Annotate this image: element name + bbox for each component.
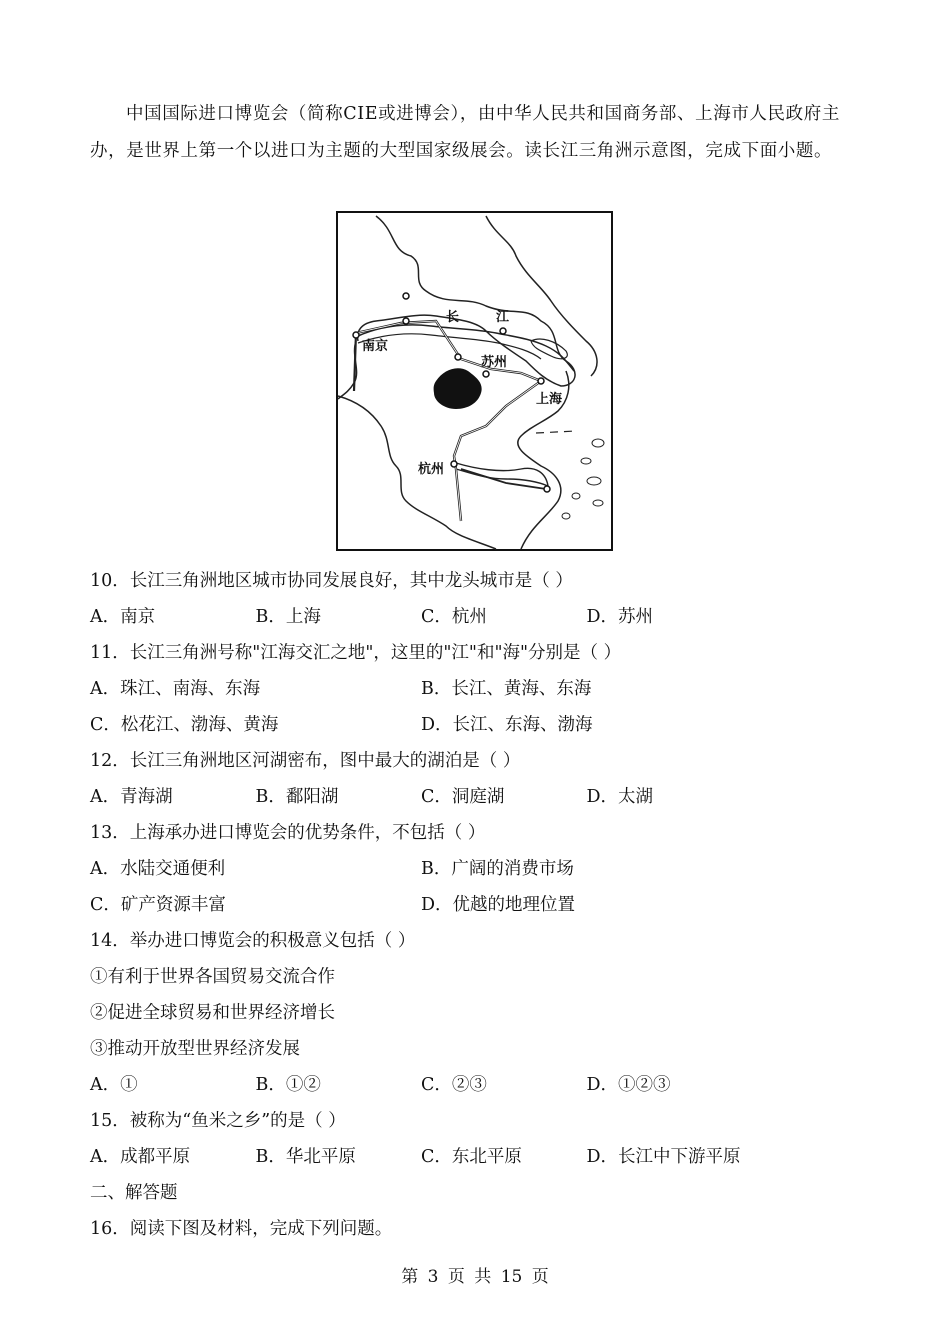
option-a: A．成都平原 [90, 1147, 191, 1167]
label-chang: 长 [446, 310, 460, 325]
section-heading: 二、解答题 [90, 1183, 178, 1203]
label-shanghai: 上海 [536, 392, 563, 407]
page-footer: 第 3 页 共 15 页 [401, 1267, 549, 1287]
option-b: B．上海 [255, 607, 321, 627]
yangtze-delta-map [336, 211, 613, 551]
option-c: C．洞庭湖 [421, 787, 505, 807]
option-a: A．青海湖 [90, 787, 173, 807]
option-d: D．太湖 [586, 787, 654, 807]
question-11-options-cd [90, 707, 870, 743]
option-b: B．长江、黄海、东海 [421, 679, 592, 699]
option-b: B．华北平原 [255, 1147, 356, 1167]
option-a: A．水陆交通便利 [90, 859, 226, 879]
option-c: C．松花江、渤海、黄海 [90, 715, 279, 735]
option-b: B．广阔的消费市场 [421, 859, 574, 879]
intro-paragraph [90, 96, 862, 170]
question-list [90, 563, 870, 1247]
option-b: B．①② [255, 1075, 321, 1095]
question-12-options [90, 779, 870, 815]
question-10-stem: 10．长江三角洲地区城市协同发展良好，其中龙头城市是（ ） [90, 571, 573, 591]
label-nanjing: 南京 [362, 339, 389, 354]
option-c: C．②③ [421, 1075, 487, 1095]
option-a: A．南京 [90, 607, 156, 627]
question-14-statement-3: ③推动开放型世界经济发展 [90, 1039, 300, 1059]
option-c: C．东北平原 [421, 1147, 522, 1167]
option-b: B．鄱阳湖 [255, 787, 339, 807]
question-15-stem: 15．被称为“鱼米之乡”的是（ ） [90, 1111, 346, 1131]
map-svg [336, 211, 613, 551]
option-d: D．优越的地理位置 [421, 895, 576, 915]
option-d: D．长江中下游平原 [586, 1147, 741, 1167]
question-12-stem: 12．长江三角洲地区河湖密布，图中最大的湖泊是（ ） [90, 751, 521, 771]
intro-text: 中国国际进口博览会（简称CIE或进博会），由中华人民共和国商务部、上海市人民政府主办，是世界上第一个以进口为主题的大型国家级展会。读长江三角洲示意图，完成下面小题。 [90, 104, 840, 161]
question-16-stem: 16．阅读下图及材料，完成下列问题。 [90, 1219, 393, 1239]
label-suzhou: 苏州 [481, 355, 508, 370]
question-14-statement-2: ②促进全球贸易和世界经济增长 [90, 1003, 335, 1023]
city-dot-shanghai [538, 378, 544, 384]
option-c: C．矿产资源丰富 [90, 895, 226, 915]
city-dot-2 [403, 318, 409, 324]
question-14-stem: 14．举办进口博览会的积极意义包括（ ） [90, 931, 416, 951]
label-jiang: 江 [496, 310, 510, 325]
question-13-options-ab [90, 851, 870, 887]
city-dot-3 [500, 328, 506, 334]
question-14-options [90, 1067, 870, 1103]
city-dot-hangzhou [451, 461, 457, 467]
option-a: A．珠江、南海、东海 [90, 679, 261, 699]
option-d: D．苏州 [586, 607, 654, 627]
city-dot-suzhou [483, 371, 489, 377]
city-dot-nanjing [353, 332, 359, 338]
option-c: C．杭州 [421, 607, 487, 627]
question-10-options [90, 599, 870, 635]
city-dot-north [403, 293, 409, 299]
city-dot-4 [455, 354, 461, 360]
question-13-stem: 13．上海承办进口博览会的优势条件，不包括（ ） [90, 823, 486, 843]
option-d: D．长江、东海、渤海 [421, 715, 593, 735]
option-a: A．① [90, 1075, 138, 1095]
question-14-statement-1: ①有利于世界各国贸易交流合作 [90, 967, 335, 987]
question-11-options-ab [90, 671, 870, 707]
question-15-options [90, 1139, 870, 1175]
question-13-options-cd [90, 887, 870, 923]
label-hangzhou: 杭州 [418, 462, 445, 477]
question-11-stem: 11．长江三角洲号称"江海交汇之地"，这里的"江"和"海"分别是（ ） [90, 643, 622, 663]
option-d: D．①②③ [586, 1075, 671, 1095]
city-dot-ningbo [544, 486, 550, 492]
